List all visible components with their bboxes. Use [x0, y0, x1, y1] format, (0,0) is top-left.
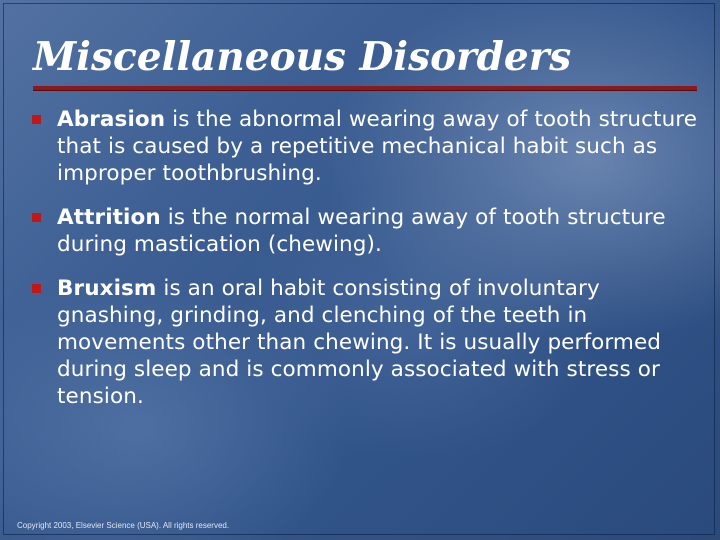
- bullet-term: Bruxism: [57, 276, 157, 301]
- slide-frame: [3, 3, 715, 535]
- bullet-description: is the abnormal wearing away of tooth structure that is caused by a repetitive mechanical habit such as improper toothbrushing.: [57, 107, 698, 186]
- bullet-term: Attrition: [57, 205, 161, 230]
- copyright-notice: Copyright 2003, Elsevier Science (USA). All rights reserved.: [17, 521, 230, 530]
- bullet-text: [57, 106, 707, 187]
- title-underline: [33, 86, 697, 91]
- bullet-description: is an oral habit consisting of involuntary gnashing, grinding, and clenching of the teeth in movements other than chewing. It is usually performed during sleep and is commonly associated with stress or tension.: [57, 276, 662, 409]
- bullet-text: [57, 204, 707, 258]
- bullet-description: is the normal wearing away of tooth structure during mastication (chewing).: [57, 205, 666, 257]
- bullet-term: Abrasion: [57, 107, 166, 132]
- bullet-text: [57, 275, 707, 410]
- square-bullet-icon: [32, 213, 41, 222]
- square-bullet-icon: [32, 115, 41, 124]
- slide-title: Miscellaneous Disorders: [33, 34, 572, 80]
- square-bullet-icon: [32, 284, 41, 293]
